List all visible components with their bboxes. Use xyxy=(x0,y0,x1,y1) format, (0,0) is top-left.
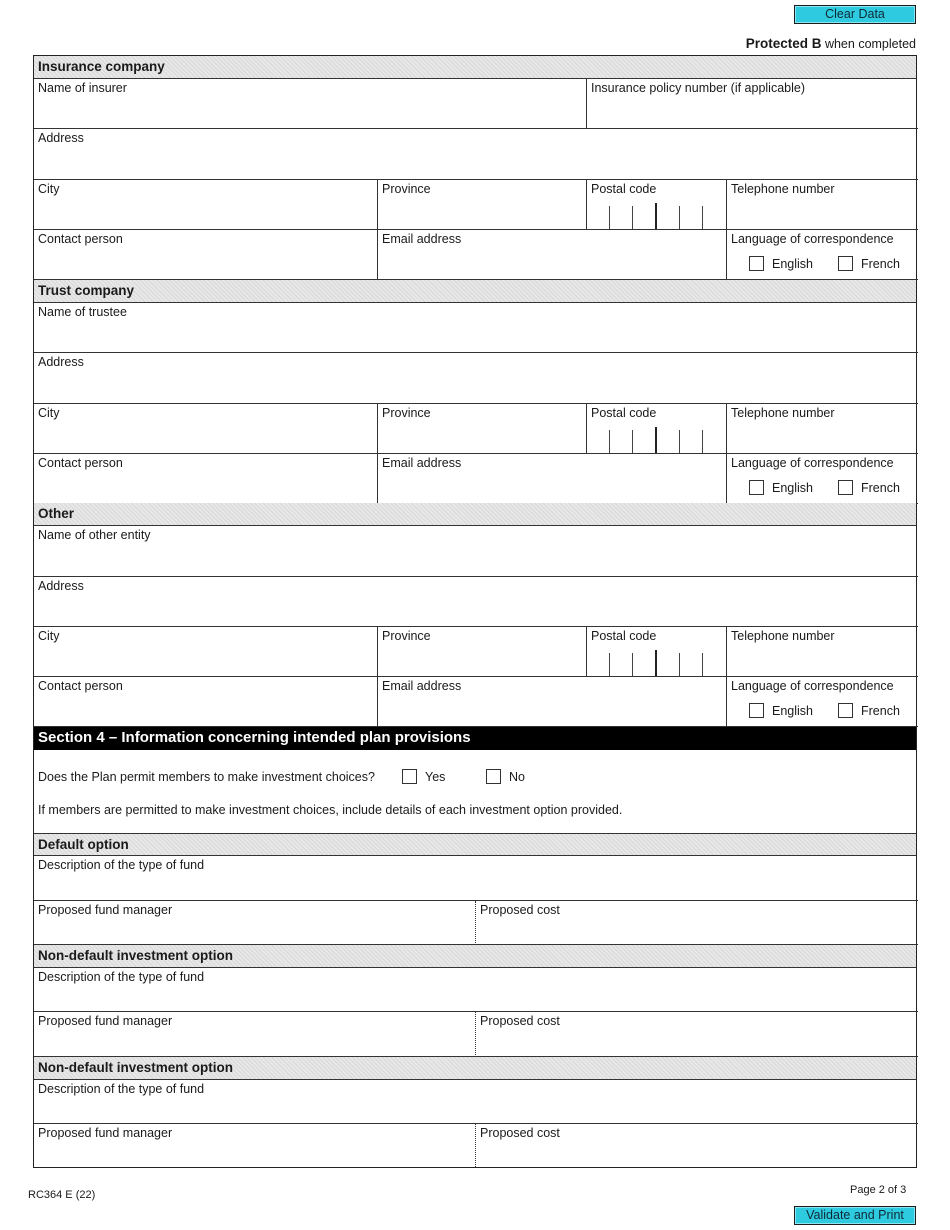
protected-b-notice xyxy=(746,36,916,51)
trustee-contact-label: Contact person xyxy=(38,456,123,470)
default-fund-manager-field[interactable] xyxy=(34,901,476,945)
trustee-email-label: Email address xyxy=(382,456,462,470)
other-language-label: Language of correspondence xyxy=(731,679,894,693)
trustee-telephone-label: Telephone number xyxy=(731,406,835,420)
insurer-name-label: Name of insurer xyxy=(38,81,127,95)
trustee-address-field[interactable] xyxy=(34,353,918,404)
trustee-english-label: English xyxy=(772,481,813,495)
form-identifier: RC364 E (22) xyxy=(28,1189,96,1201)
trustee-french-label: French xyxy=(861,481,900,495)
trustee-city-field[interactable] xyxy=(34,404,378,454)
trustee-english-checkbox[interactable] xyxy=(749,480,764,495)
trustee-language-field xyxy=(727,454,918,504)
insurer-address-label: Address xyxy=(38,131,84,145)
other-section-header: Other xyxy=(34,503,916,526)
investment-choice-note: If members are permitted to make investment choices, include details of each investment option provided. xyxy=(38,803,623,817)
investment-choice-yes-checkbox[interactable] xyxy=(402,769,417,784)
investment-choice-question: Does the Plan permit members to make investment choices? xyxy=(38,770,375,784)
section-4-header: Section 4 – Information concerning intended plan provisions xyxy=(34,727,916,750)
insurer-contact-label: Contact person xyxy=(38,232,123,246)
other-english-label: English xyxy=(772,704,813,718)
default-fund-description-label: Description of the type of fund xyxy=(38,858,205,872)
nondefault-1-fund-description-field[interactable] xyxy=(34,968,918,1012)
trustee-province-label: Province xyxy=(382,406,431,420)
trustee-address-label: Address xyxy=(38,355,84,369)
insurer-email-label: Email address xyxy=(382,232,462,246)
insurer-telephone-label: Telephone number xyxy=(731,182,835,196)
nondefault-2-fund-manager-field[interactable] xyxy=(34,1124,476,1167)
protected-b-suffix: when completed xyxy=(821,37,916,51)
other-address-label: Address xyxy=(38,579,84,593)
insurer-postal-code-field[interactable] xyxy=(587,180,727,230)
trustee-contact-field[interactable] xyxy=(34,454,378,504)
insurer-province-label: Province xyxy=(382,182,431,196)
trustee-name-field[interactable] xyxy=(34,303,918,353)
insurer-province-field[interactable] xyxy=(378,180,587,230)
default-proposed-cost-field[interactable] xyxy=(476,901,918,945)
insurer-language-field xyxy=(727,230,918,280)
other-contact-field[interactable] xyxy=(34,677,378,727)
trustee-postal-label: Postal code xyxy=(591,406,657,420)
trustee-city-label: City xyxy=(38,406,60,420)
other-entity-name-label: Name of other entity xyxy=(38,528,151,542)
other-postal-label: Postal code xyxy=(591,629,657,643)
insurer-french-checkbox[interactable] xyxy=(838,256,853,271)
default-proposed-cost-label: Proposed cost xyxy=(480,903,560,917)
nondefault-1-proposed-cost-field[interactable] xyxy=(476,1012,918,1057)
other-email-field[interactable] xyxy=(378,677,727,727)
other-telephone-field[interactable] xyxy=(727,627,918,677)
nondefault-option-1-header: Non-default investment option xyxy=(34,945,916,968)
other-telephone-label: Telephone number xyxy=(731,629,835,643)
default-option-header: Default option xyxy=(34,833,916,856)
trustee-postal-code-field[interactable] xyxy=(587,404,727,454)
insurer-french-label: French xyxy=(861,257,900,271)
other-address-field[interactable] xyxy=(34,577,918,627)
nondefault-2-fund-description-field[interactable] xyxy=(34,1080,918,1124)
form-body xyxy=(33,55,917,1168)
other-french-label: French xyxy=(861,704,900,718)
trustee-language-label: Language of correspondence xyxy=(731,456,894,470)
trustee-telephone-field[interactable] xyxy=(727,404,918,454)
postal-code-comb xyxy=(587,653,726,676)
protected-b-label: Protected B xyxy=(745,36,822,51)
postal-code-comb xyxy=(587,430,726,453)
insurer-telephone-field[interactable] xyxy=(727,180,918,230)
other-french-checkbox[interactable] xyxy=(838,703,853,718)
nondefault-2-proposed-cost-label: Proposed cost xyxy=(480,1126,560,1140)
other-province-label: Province xyxy=(382,629,431,643)
other-city-field[interactable] xyxy=(34,627,378,677)
trustee-french-checkbox[interactable] xyxy=(838,480,853,495)
other-city-label: City xyxy=(38,629,60,643)
insurance-policy-number-field[interactable] xyxy=(587,79,918,129)
insurer-address-field[interactable] xyxy=(34,129,918,180)
other-entity-name-field[interactable] xyxy=(34,526,918,577)
insurer-contact-field[interactable] xyxy=(34,230,378,280)
trustee-province-field[interactable] xyxy=(378,404,587,454)
nondefault-2-proposed-cost-field[interactable] xyxy=(476,1124,918,1167)
nondefault-option-2-header: Non-default investment option xyxy=(34,1057,916,1080)
investment-choice-no-label: No xyxy=(509,770,525,784)
trustee-name-label: Name of trustee xyxy=(38,305,127,319)
insurer-language-label: Language of correspondence xyxy=(731,232,894,246)
validate-and-print-button[interactable]: Validate and Print xyxy=(794,1206,916,1225)
insurer-name-field[interactable] xyxy=(34,79,587,129)
postal-code-comb xyxy=(587,206,726,229)
insurance-section-header: Insurance company xyxy=(34,56,916,79)
page-number: Page 2 of 3 xyxy=(850,1184,907,1196)
insurer-city-field[interactable] xyxy=(34,180,378,230)
other-postal-code-field[interactable] xyxy=(587,627,727,677)
insurer-email-field[interactable] xyxy=(378,230,727,280)
policy-number-label: Insurance policy number (if applicable) xyxy=(591,81,805,95)
insurer-city-label: City xyxy=(38,182,60,196)
other-email-label: Email address xyxy=(382,679,462,693)
default-fund-manager-label: Proposed fund manager xyxy=(38,903,173,917)
nondefault-1-fund-description-label: Description of the type of fund xyxy=(38,970,205,984)
other-english-checkbox[interactable] xyxy=(749,703,764,718)
nondefault-1-fund-manager-field[interactable] xyxy=(34,1012,476,1057)
insurer-postal-label: Postal code xyxy=(591,182,657,196)
trust-section-header: Trust company xyxy=(34,280,916,303)
nondefault-1-proposed-cost-label: Proposed cost xyxy=(480,1014,560,1028)
trustee-email-field[interactable] xyxy=(378,454,727,504)
investment-choice-yes-label: Yes xyxy=(425,770,446,784)
insurer-english-checkbox[interactable] xyxy=(749,256,764,271)
other-language-field xyxy=(727,677,918,727)
nondefault-2-fund-description-label: Description of the type of fund xyxy=(38,1082,205,1096)
clear-data-button[interactable]: Clear Data xyxy=(794,5,916,24)
nondefault-1-fund-manager-label: Proposed fund manager xyxy=(38,1014,173,1028)
default-fund-description-field[interactable] xyxy=(34,856,918,901)
investment-choice-no-checkbox[interactable] xyxy=(486,769,501,784)
nondefault-2-fund-manager-label: Proposed fund manager xyxy=(38,1126,173,1140)
insurer-english-label: English xyxy=(772,257,813,271)
other-province-field[interactable] xyxy=(378,627,587,677)
other-contact-label: Contact person xyxy=(38,679,123,693)
